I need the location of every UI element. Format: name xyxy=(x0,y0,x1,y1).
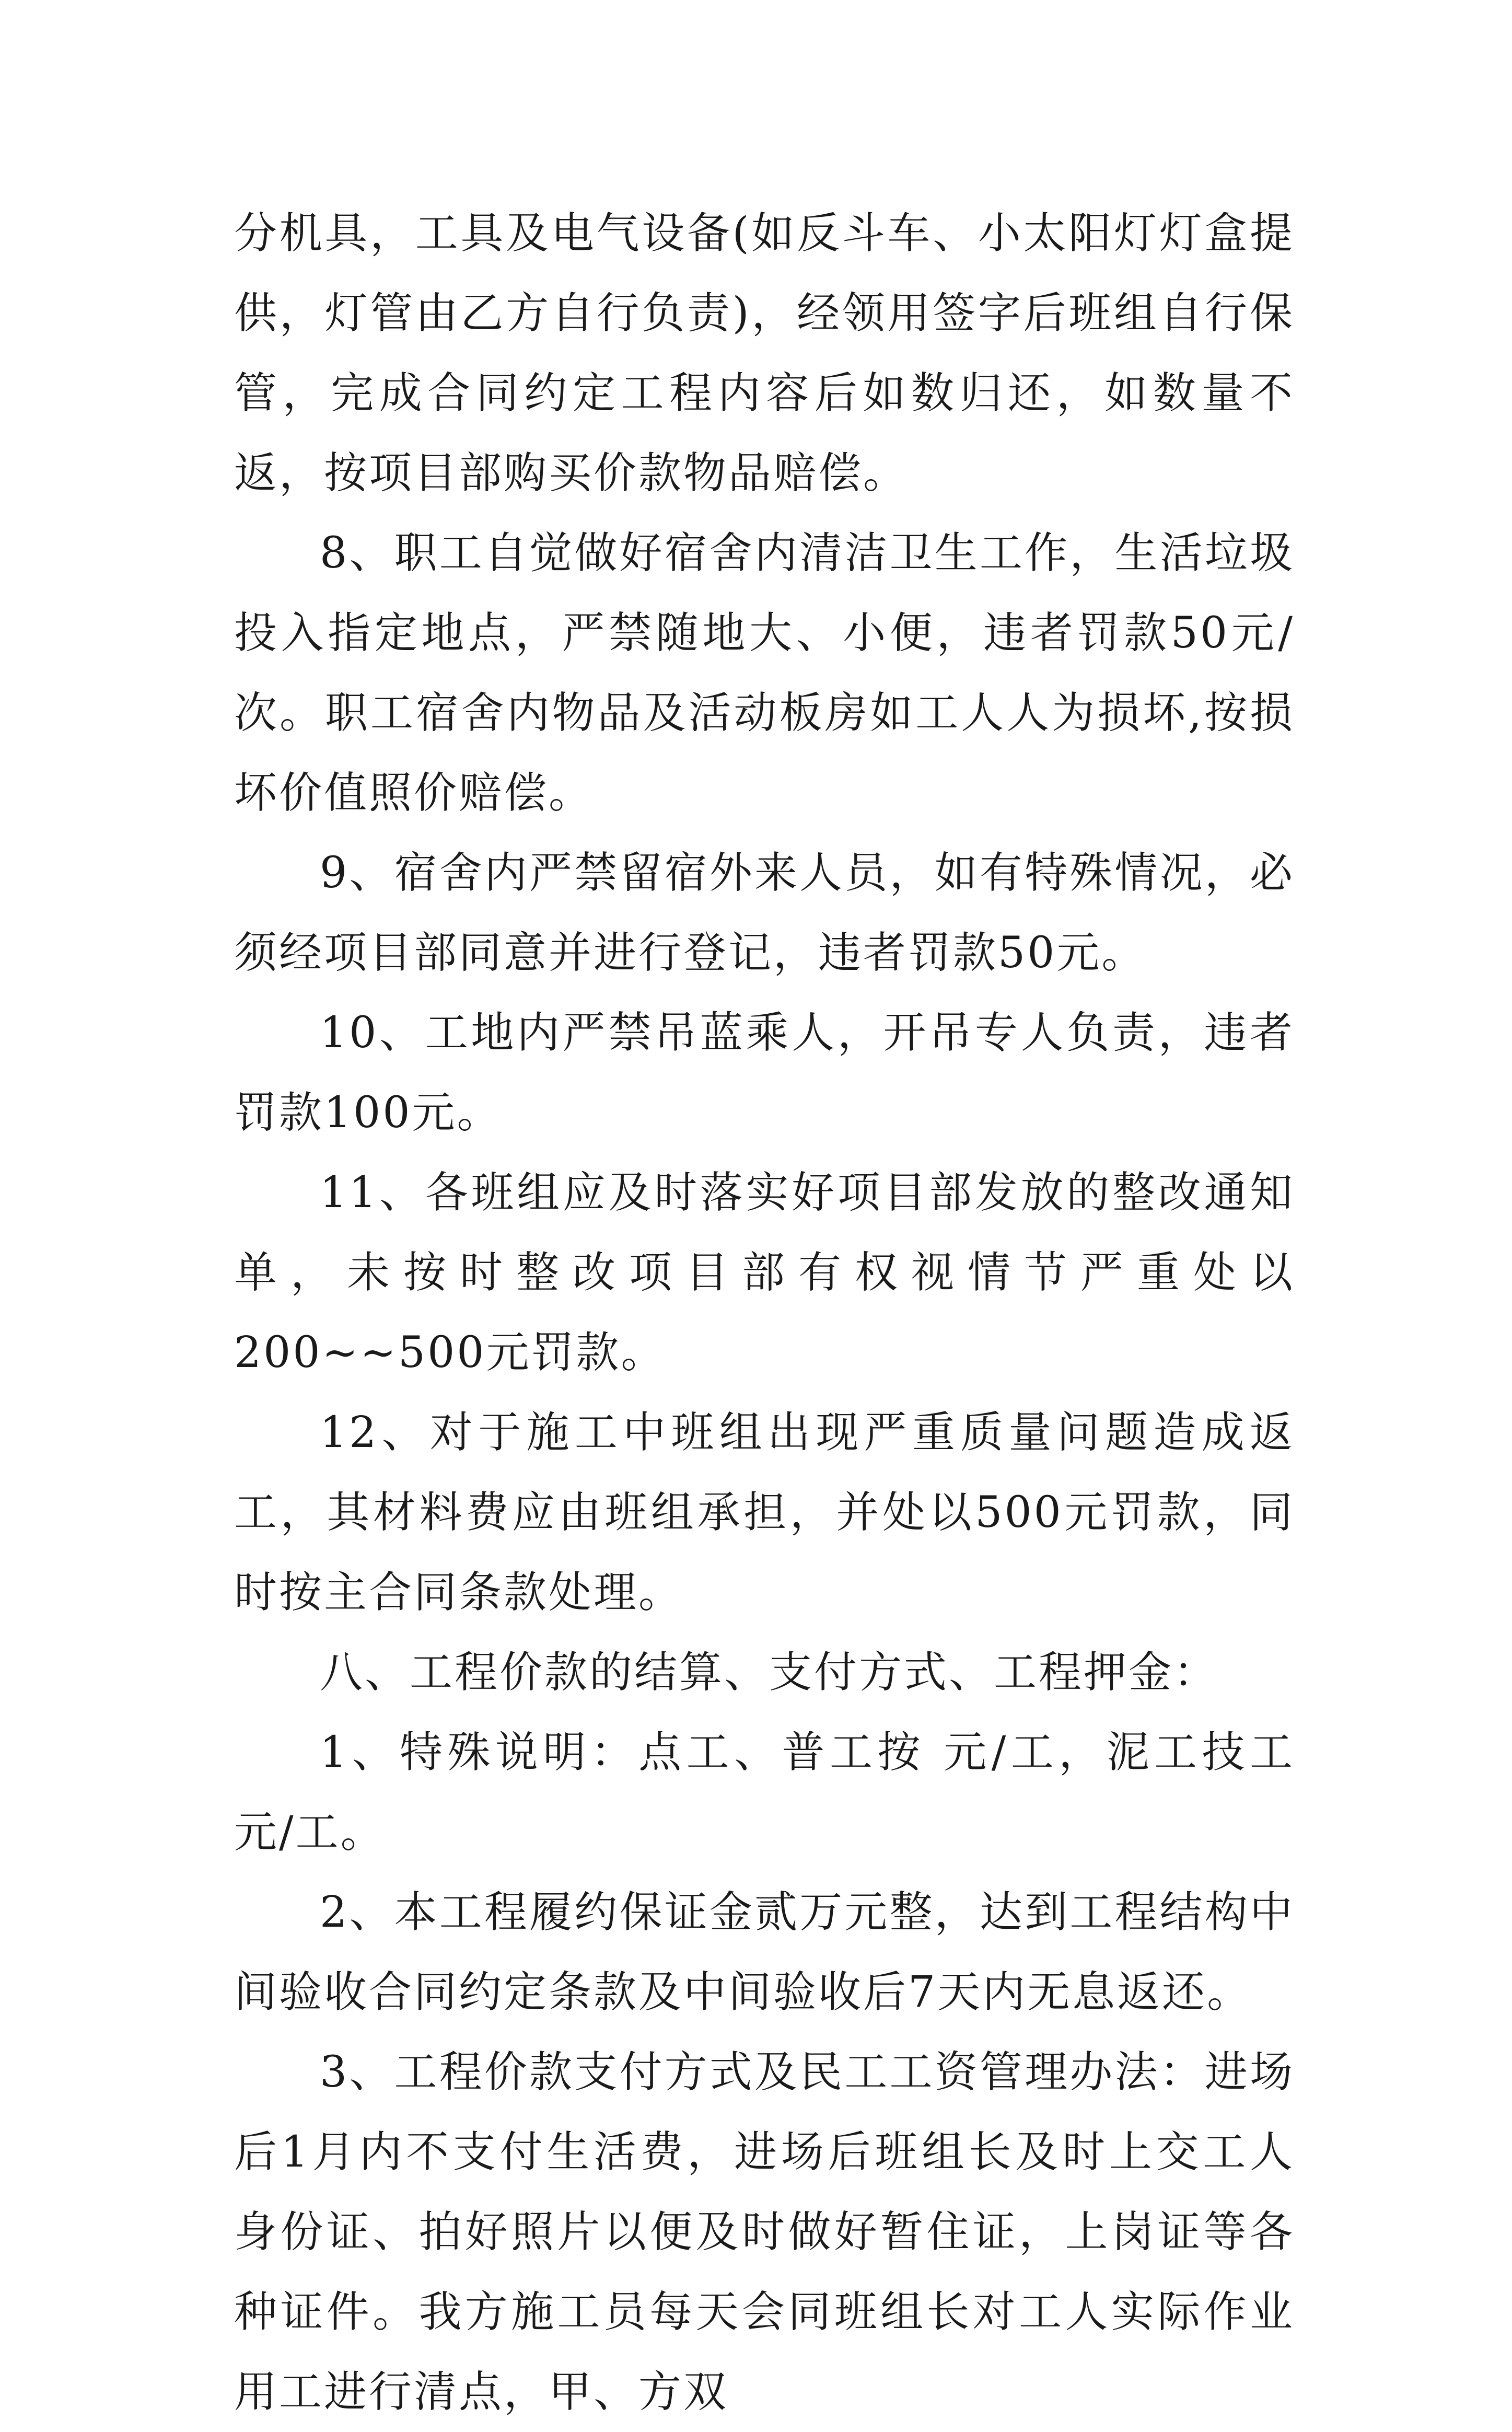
paragraph-item-11: 11、各班组应及时落实好项目部发放的整改通知单，未按时整改项目部有权视情节严重处以200~~500元罚款。 xyxy=(234,1168,1295,1377)
paragraph-section8-item-2: 2、本工程履约保证金贰万元整，达到工程结构中间验收合同约定条款及中间验收后7天内无息返还。 xyxy=(234,1887,1295,2017)
paragraph-item-8: 8、职工自觉做好宿舍内清洁卫生工作，生活垃圾投入指定地点，严禁随地大、小便，违者罚款50元/次。职工宿舍内物品及活动板房如工人人为损坏,按损坏价值照价赔偿。 xyxy=(234,528,1295,818)
section-heading-8: 八、工程价款的结算、支付方式、工程押金： xyxy=(320,1648,1219,1697)
document-body xyxy=(234,193,1295,2432)
paragraph-section8-item-1: 1、特殊说明：点工、普工按 元/工，泥工技工 元/工。 xyxy=(234,1728,1295,1857)
paragraph-item-10: 10、工地内严禁吊蓝乘人，开吊专人负责，违者罚款100元。 xyxy=(234,1008,1295,1138)
paragraph-1: 分机具，工具及电气设备(如反斗车、小太阳灯灯盒提供，灯管由乙方自行负责)，经领用签字后班组自行保管，完成合同约定工程内容后如数归还，如数量不返，按项目部购买价款物品赔偿。 xyxy=(234,209,1295,498)
paragraph-item-12: 12、对于施工中班组出现严重质量问题造成返工，其材料费应由班组承担，并处以500元罚款，同时按主合同条款处理。 xyxy=(234,1408,1295,1617)
paragraph-section8-item-3: 3、工程价款支付方式及民工工资管理办法：进场后1月内不支付生活费，进场后班组长及时上交工人身份证、拍好照片以便及时做好暂住证，上岗证等各种证件。我方施工员每天会同班组长对工人实际作业用工进行清点，甲、方双 xyxy=(234,2047,1295,2417)
paragraph-item-9: 9、宿舍内严禁留宿外来人员，如有特殊情况，必须经项目部同意并进行登记，违者罚款50元。 xyxy=(234,848,1295,978)
